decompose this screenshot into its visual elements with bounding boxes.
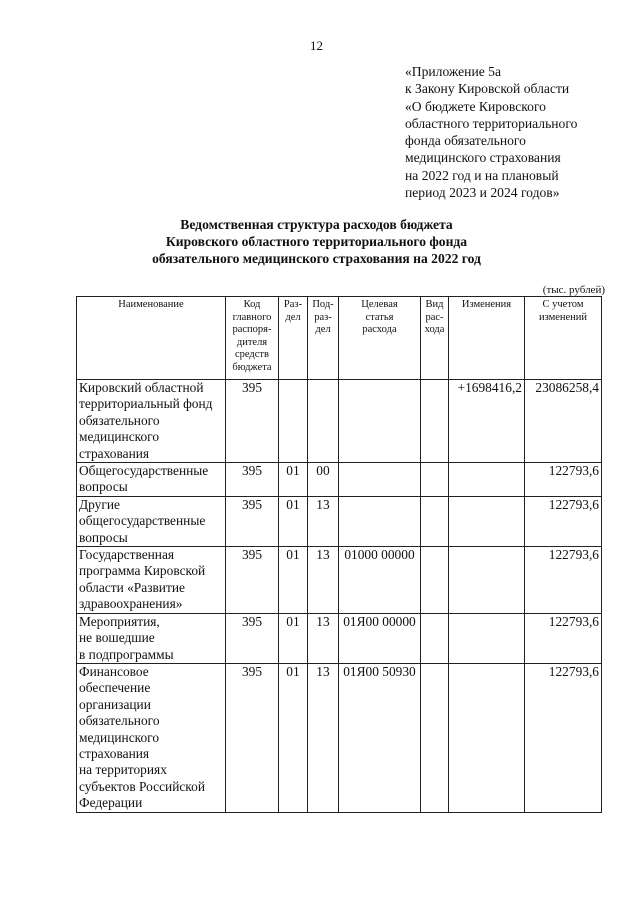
cell-target (339, 496, 421, 546)
appendix-line: областного территориального (405, 115, 578, 131)
cell-with-changes: 122793,6 (525, 547, 602, 614)
cell-target: 01Я00 50930 (339, 663, 421, 812)
cell-changes (449, 463, 525, 497)
header-line: хода (424, 324, 445, 335)
cell-name (77, 547, 226, 614)
cell-code: 395 (226, 613, 279, 663)
appendix-reference (405, 63, 577, 201)
document-title (0, 216, 633, 267)
cell-code: 395 (226, 496, 279, 546)
cell-name-line: вопросы (79, 529, 128, 545)
cell-target (339, 380, 421, 463)
table-row (77, 380, 602, 463)
header-line: дел (285, 311, 301, 323)
cell-name-line: территориальный фонд (79, 396, 213, 412)
cell-name-line: Другие (79, 496, 120, 512)
cell-subsection (308, 380, 339, 463)
cell-type (421, 496, 449, 546)
cell-target (339, 463, 421, 497)
cell-type (421, 547, 449, 614)
cell-name-line: на территориях (79, 762, 167, 778)
cell-type (421, 663, 449, 812)
header-line: расхода (362, 324, 397, 335)
cell-section (279, 380, 308, 463)
cell-code: 395 (226, 463, 279, 497)
cell-with-changes: 23086258,4 (525, 380, 602, 463)
header-with-changes (525, 297, 602, 380)
cell-name-line: обязательного (79, 713, 160, 729)
header-section (279, 297, 308, 380)
table-row (77, 663, 602, 812)
header-line: С учетом (542, 299, 584, 310)
table-row (77, 613, 602, 663)
header-line: дел (315, 324, 331, 335)
cell-name-line: Кировский областной (79, 380, 204, 395)
cell-code: 395 (226, 547, 279, 614)
cell-name (77, 380, 226, 463)
cell-name-line: обеспечение (79, 680, 151, 696)
cell-with-changes: 122793,6 (525, 496, 602, 546)
header-changes: Изменения (449, 297, 525, 380)
cell-with-changes: 122793,6 (525, 613, 602, 663)
cell-changes: +1698416,2 (449, 380, 525, 463)
cell-changes (449, 613, 525, 663)
cell-name-line: страхования (79, 445, 150, 461)
table-row (77, 547, 602, 614)
header-subsection (308, 297, 339, 380)
appendix-line: фонда обязательного (405, 133, 526, 149)
cell-name-line: не вошедшие (79, 630, 155, 646)
cell-name (77, 663, 226, 812)
cell-name-line: страхования (79, 745, 150, 761)
header-line: Вид (425, 299, 444, 310)
cell-type (421, 380, 449, 463)
table-header-row (77, 297, 602, 380)
header-line: дителя (236, 336, 268, 348)
header-line: изменений (538, 311, 588, 323)
appendix-line: на 2022 год и на плановый (405, 167, 559, 183)
cell-subsection: 13 (308, 613, 339, 663)
cell-section: 01 (279, 496, 308, 546)
header-line: Под- (312, 299, 334, 310)
cell-name-line: организации (79, 696, 151, 712)
cell-section: 01 (279, 547, 308, 614)
cell-name-line: общегосударственные (79, 513, 206, 529)
header-line: средств (235, 349, 269, 360)
appendix-line: «О бюджете Кировского (405, 98, 546, 114)
cell-subsection: 13 (308, 547, 339, 614)
header-line: статья (365, 311, 394, 323)
cell-name-line: обязательного (79, 412, 160, 428)
cell-name (77, 463, 226, 497)
header-line: раз- (314, 311, 332, 323)
title-line: Ведомственная структура расходов бюджета (180, 217, 453, 232)
cell-section: 01 (279, 463, 308, 497)
cell-subsection: 13 (308, 663, 339, 812)
appendix-line: период 2023 и 2024 годов» (405, 185, 560, 201)
header-line: Код (243, 299, 261, 310)
cell-section: 01 (279, 663, 308, 812)
header-line: распоря- (232, 324, 272, 335)
header-line: Раз- (283, 299, 303, 310)
appendix-line: медицинского страхования (405, 150, 561, 166)
cell-name (77, 496, 226, 546)
cell-target: 01Я00 00000 (339, 613, 421, 663)
cell-section: 01 (279, 613, 308, 663)
header-name: Наименование (77, 297, 226, 380)
cell-code: 395 (226, 380, 279, 463)
appendix-line: «Приложение 5а (405, 64, 501, 79)
cell-name (77, 613, 226, 663)
cell-name-line: медицинского (79, 729, 160, 745)
header-line: главного (232, 311, 272, 323)
cell-name-line: Финансовое (79, 663, 149, 679)
cell-name-line: Федерации (79, 795, 143, 811)
cell-name-line: программа Кировской (79, 563, 206, 579)
cell-subsection: 13 (308, 496, 339, 546)
title-line: Кировского областного территориального фонда (165, 234, 468, 249)
header-line: Целевая (361, 299, 398, 310)
cell-subsection: 00 (308, 463, 339, 497)
cell-name-line: вопросы (79, 479, 128, 495)
cell-type (421, 613, 449, 663)
budget-table (76, 296, 602, 813)
cell-name-line: Общегосударственные (79, 463, 209, 479)
page-number: 12 (310, 38, 323, 53)
table-body (77, 380, 602, 813)
units-label: (тыс. рублей) (542, 284, 605, 296)
header-line: бюджета (232, 361, 272, 373)
header-line: рас- (425, 311, 444, 323)
cell-name-line: в подпрограммы (79, 646, 174, 662)
table-row (77, 496, 602, 546)
title-line: обязательного медицинского страхования на 2022 год (152, 251, 481, 266)
cell-changes (449, 663, 525, 812)
cell-name-line: медицинского (79, 429, 160, 445)
header-type (421, 297, 449, 380)
cell-changes (449, 496, 525, 546)
cell-code: 395 (226, 663, 279, 812)
cell-name-line: Мероприятия, (79, 613, 160, 629)
cell-name-line: здравоохранения» (79, 596, 183, 612)
appendix-line: к Закону Кировской области (405, 81, 570, 97)
table-row (77, 463, 602, 497)
cell-target: 01000 00000 (339, 547, 421, 614)
cell-name-line: области «Развитие (79, 579, 185, 595)
header-code (226, 297, 279, 380)
cell-name-line: Государственная (79, 547, 175, 563)
cell-name-line: субъектов Российской (79, 778, 205, 794)
cell-with-changes: 122793,6 (525, 663, 602, 812)
header-target (339, 297, 421, 380)
cell-type (421, 463, 449, 497)
cell-changes (449, 547, 525, 614)
cell-with-changes: 122793,6 (525, 463, 602, 497)
